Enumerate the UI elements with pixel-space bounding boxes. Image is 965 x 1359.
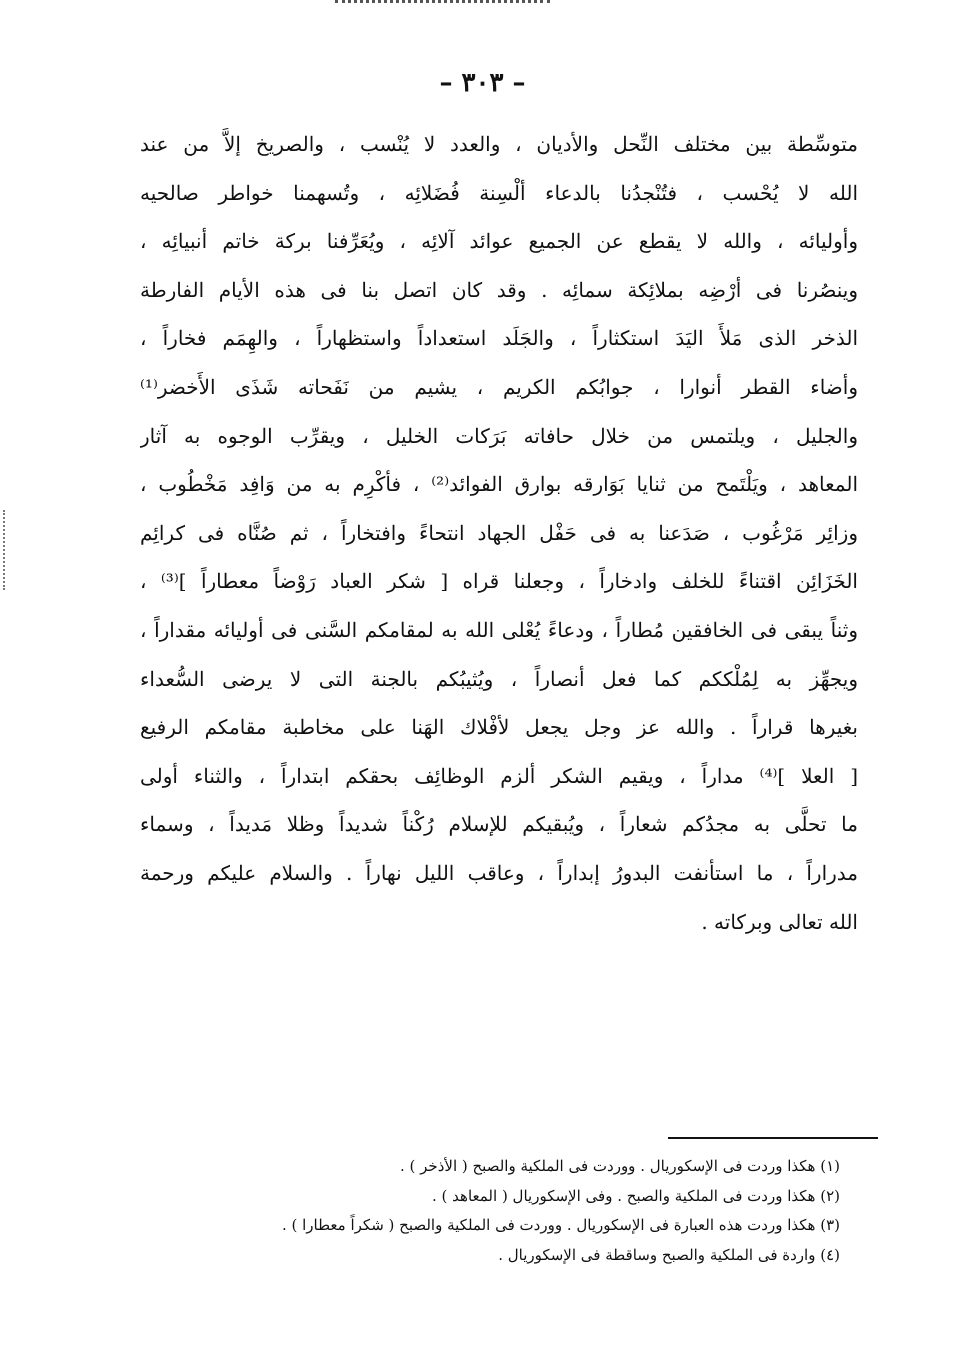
body-line: [ العلا ]⁽⁴⁾ مداراً ، ويقيم الشكر ألزم الوظائِف بحقكم ابتداراً ، والثناء أولى bbox=[140, 763, 858, 788]
body-text bbox=[140, 120, 858, 946]
scan-top-edge-mark bbox=[335, 0, 550, 3]
body-line: متوسِّطة بين مختلف النِّحل والأديان ، والعدد لا يُنْسب ، والصريخ إلاَّ من عند bbox=[140, 132, 858, 156]
body-line: المعاهد ، ويَلْتَمح من ثنايا بَوَارقه بوارق الفوائد⁽²⁾ ، فأكْرِم به من وَافِد مَخْطُوب ، bbox=[140, 472, 858, 497]
body-line: وأوليائه ، والله لا يقطع عن الجميع عوائد آلائِه ، ويُعَرِّفنا بركة خاتم أنبيائِه ، bbox=[140, 229, 858, 254]
body-line: الله لا يُحْسب ، فتُنْجدُنا بالدعاء ألْسِنة فُضَلائِه ، وتُسهمنا خواطر صالحيه bbox=[140, 180, 858, 205]
body-line: الله تعالى وبركاته . bbox=[701, 909, 858, 934]
footnotes bbox=[140, 1152, 840, 1270]
footnote: (١) هكذا وردت فى الإسكوريال . ووردت فى الملكية والصبح ( الأذخر ) . bbox=[400, 1157, 840, 1175]
footnote: (٤) واردة فى الملكية والصبح وساقطة فى الإسكوريال . bbox=[498, 1245, 840, 1264]
body-line: بغيرها قراراً . والله عز وجل يجعل لأفْلاك الهَنا على مخاطبة مقامكم الرفيع bbox=[140, 715, 858, 740]
body-line: ما تحلَّى به مجدُكم شعاراً ، ويُبقيكم للإسلام رُكْناً شديداً وظلا مَديداً ، وسماء bbox=[140, 812, 858, 837]
body-line: وينصُرنا فى أرْضِه بملائِكة سمائِه . وقد كان اتصل بنا فى هذه الأيام الفارطة bbox=[140, 277, 858, 302]
footnote: (٣) هكذا وردت هذه العبارة فى الإسكوريال . ووردت فى الملكية والصبح ( شكراً معطارا ) . bbox=[281, 1216, 840, 1234]
footnote-separator bbox=[668, 1137, 878, 1139]
body-line: والجليل ، ويلتمس من خلال حافاته بَرَكات الخليل ، ويقرِّب الوجوه به آثار bbox=[140, 423, 858, 448]
footnote: (٢) هكذا وردت فى الملكية والصبح . وفى الإسكوريال ( المعاهد ) . bbox=[432, 1186, 840, 1205]
page-number: – ٣٠٣ – bbox=[439, 68, 526, 98]
scan-margin-mark bbox=[3, 510, 5, 590]
body-line: الخَزَائِن اقتناءً للخلف وادخاراً ، وجعلنا قراه [ شكر العباد رَوْضاً معطاراً ]⁽³⁾ ، bbox=[140, 569, 858, 594]
body-line: مدراراً ، ما استأنفت البدورُ إبداراً ، وعاقب الليل نهاراً . والسلام عليكم ورحمة bbox=[140, 860, 858, 885]
body-line: وثناً يبقى فى الخافقين مُطاراً ، ودعاءً يُعْلى الله به لمقامكم السَّنى فى أوليائه مقداراً ، bbox=[140, 617, 858, 642]
body-line: الذخر الذى مَلأَ اليَدَ استكثاراً ، والجَلَد استعداداً واستظهاراً ، والهِمَم فخاراً ، bbox=[140, 326, 858, 351]
body-line: وأضاء القطر أنوارا ، جوابُكم الكريم ، يشيم من نَفَحاته شَذَى الأَخضر⁽¹⁾ bbox=[140, 374, 858, 399]
body-line: ويجهِّز به لِمُلْككم كما فعل أنصاراً ، ويُثيبُكم بالجنة التى لا يرضى السُّعداء bbox=[140, 666, 858, 691]
body-line: وزائِر مَرْغُوب ، صَدَعنا به فى حَفْل الجهاد انتحاءً وافتخاراً ، ثم صُنَّاه فى كرائِم bbox=[140, 520, 858, 545]
